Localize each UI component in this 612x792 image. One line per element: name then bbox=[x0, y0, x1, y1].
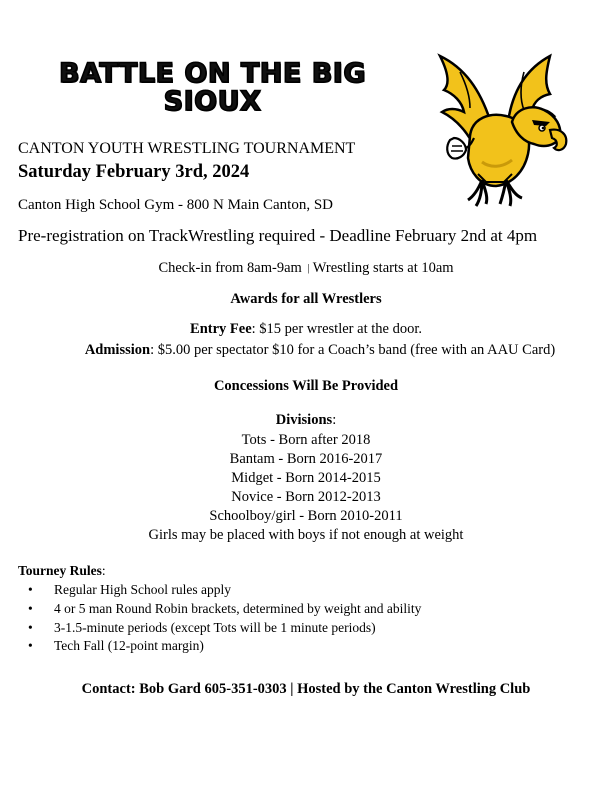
event-title bbox=[40, 60, 385, 116]
rule-item bbox=[28, 581, 421, 600]
event-title-line-2: SIOUX bbox=[163, 86, 262, 117]
preregistration-notice: Pre-registration on TrackWrestling required - Deadline February 2nd at 4pm bbox=[18, 226, 538, 245]
schedule-separator: | bbox=[307, 263, 310, 275]
rule-item bbox=[28, 619, 421, 638]
bullet-icon: • bbox=[28, 600, 33, 616]
admission-line bbox=[14, 342, 612, 359]
checkin-time: Check-in from 8am-9am bbox=[158, 260, 302, 276]
division-item: Bantam - Born 2016-2017 bbox=[229, 451, 383, 467]
rule-item bbox=[28, 637, 421, 656]
division-note: Girls may be placed with boys if not enough at weight bbox=[148, 527, 464, 543]
rule-text: Tech Fall (12-point margin) bbox=[54, 638, 204, 654]
event-name: CANTON YOUTH WRESTLING TOURNAMENT bbox=[18, 140, 356, 157]
entry-fee-label: Entry Fee bbox=[190, 321, 252, 337]
eagle-fist bbox=[447, 138, 466, 159]
schedule-line bbox=[0, 260, 612, 277]
awards-line: Awards for all Wrestlers bbox=[230, 291, 382, 307]
division-item: Novice - Born 2012-2013 bbox=[231, 489, 381, 505]
event-location: Canton High School Gym - 800 N Main Canton, SD bbox=[18, 197, 333, 213]
division-item: Schoolboy/girl - Born 2010-2011 bbox=[209, 508, 403, 524]
admission-label: Admission bbox=[84, 342, 151, 358]
bullet-icon: • bbox=[28, 638, 33, 654]
divisions-list bbox=[0, 431, 612, 545]
rule-item bbox=[28, 600, 421, 619]
rule-text: Regular High School rules apply bbox=[54, 582, 231, 597]
division-item: Midget - Born 2014-2015 bbox=[231, 470, 381, 486]
wrestling-start-time: Wrestling starts at 10am bbox=[312, 260, 454, 276]
bullet-icon: • bbox=[28, 619, 33, 635]
division-item: Tots - Born after 2018 bbox=[241, 432, 371, 448]
divisions-colon: : bbox=[332, 412, 337, 428]
divisions-heading bbox=[0, 412, 612, 429]
eagle-talons-left bbox=[468, 180, 487, 206]
rule-text: 4 or 5 man Round Robin brackets, determined by weight and ability bbox=[54, 600, 422, 616]
event-date: Saturday February 3rd, 2024 bbox=[18, 162, 250, 182]
admission-text: : $5.00 per spectator $10 for a Coach’s band (free with an AAU Card) bbox=[150, 342, 556, 358]
bullet-icon: • bbox=[28, 582, 33, 597]
rule-text: 3-1.5-minute periods (except Tots will be 1 minute periods) bbox=[54, 619, 376, 635]
entry-fee-text: : $15 per wrestler at the door. bbox=[251, 321, 422, 337]
tourney-rules-heading bbox=[18, 563, 106, 579]
hawkeye-mascot-logo bbox=[420, 50, 570, 208]
tourney-rules-list bbox=[28, 581, 421, 656]
tourney-rules-label: Tourney Rules bbox=[18, 563, 102, 578]
concessions-line: Concessions Will Be Provided bbox=[213, 378, 399, 394]
event-title-line-1: BATTLE ON THE BIG bbox=[59, 58, 366, 89]
entry-fee-line bbox=[0, 321, 612, 338]
divisions-label: Divisions bbox=[275, 412, 333, 428]
contact-line: Contact: Bob Gard 605-351-0303 | Hosted by the Canton Wrestling Club bbox=[81, 681, 531, 697]
tourney-rules-colon: : bbox=[101, 563, 106, 578]
